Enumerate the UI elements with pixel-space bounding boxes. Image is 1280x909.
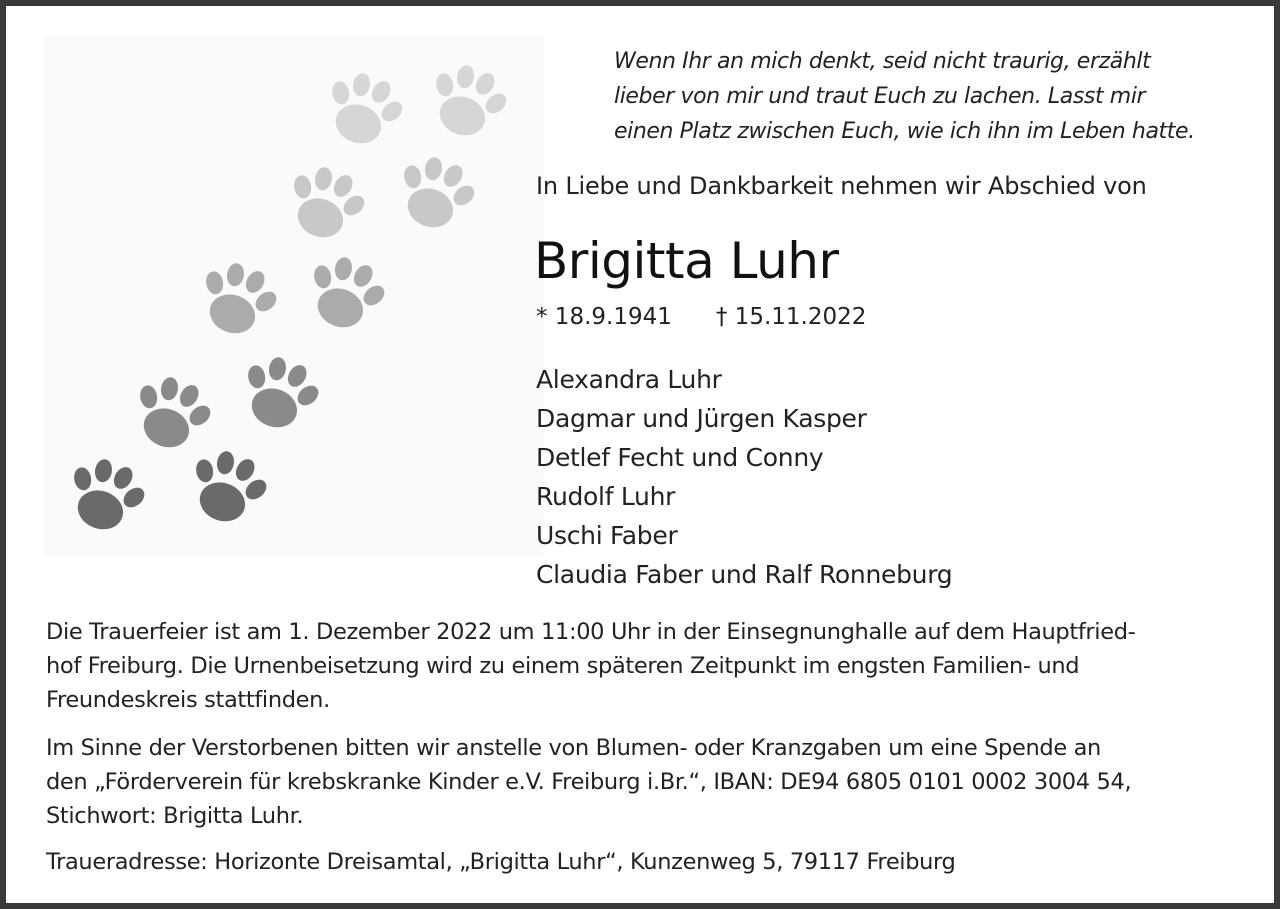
donation-line: den „Förderverein für krebskranke Kinder e.V. Freiburg i.Br.“, IBAN: DE94 6805 0101 0002 3004 54, <box>46 769 1132 795</box>
address-line: Traueradresse: Horizonte Dreisamtal, „Brigitta Luhr“, Kunzenweg 5, 79117 Freiburg <box>46 849 956 875</box>
mourner-name: Dagmar und Jürgen Kasper <box>536 404 867 433</box>
mourner-name: Claudia Faber und Ralf Ronneburg <box>536 560 953 589</box>
mourner-name: Alexandra Luhr <box>536 365 722 394</box>
funeral-line: hof Freiburg. Die Urnenbeisetzung wird zu einem späteren Zeitpunkt im engsten Familien- und <box>46 653 1080 679</box>
memorial-quote <box>614 44 1254 149</box>
mourning-address <box>46 845 1246 879</box>
funeral-line: Die Trauerfeier ist am 1. Dezember 2022 um 11:00 Uhr in der Einsegnunghalle auf dem Hauptfried- <box>46 619 1136 645</box>
paw-prints-icon <box>44 36 544 556</box>
mourners-list <box>536 360 952 594</box>
mourner-name: Rudolf Luhr <box>536 482 676 511</box>
mourner-name: Uschi Faber <box>536 521 678 550</box>
mourner-name: Detlef Fecht und Conny <box>536 443 824 472</box>
quote-line: lieber von mir und traut Euch zu lachen. Lasst mir <box>614 84 1146 109</box>
quote-line: einen Platz zwischen Euch, wie ich ihn im Leben hatte. <box>614 119 1195 144</box>
birth-date: * 18.9.1941 <box>536 304 672 330</box>
donation-request <box>46 731 1246 833</box>
donation-line: Stichwort: Brigitta Luhr. <box>46 803 304 829</box>
life-dates <box>536 304 866 330</box>
quote-line: Wenn Ihr an mich denkt, seid nicht traurig, erzählt <box>614 49 1151 74</box>
death-date: † 15.11.2022 <box>715 304 867 330</box>
funeral-line: Freundeskreis stattfinden. <box>46 687 330 713</box>
donation-line: Im Sinne der Verstorbenen bitten wir anstelle von Blumen- oder Kranzgaben um eine Spende an <box>46 735 1101 761</box>
farewell-intro: In Liebe und Dankbarkeit nehmen wir Abschied von <box>536 172 1147 200</box>
obituary-notice <box>6 6 1274 903</box>
funeral-details <box>46 615 1246 717</box>
deceased-name: Brigitta Luhr <box>534 232 839 290</box>
